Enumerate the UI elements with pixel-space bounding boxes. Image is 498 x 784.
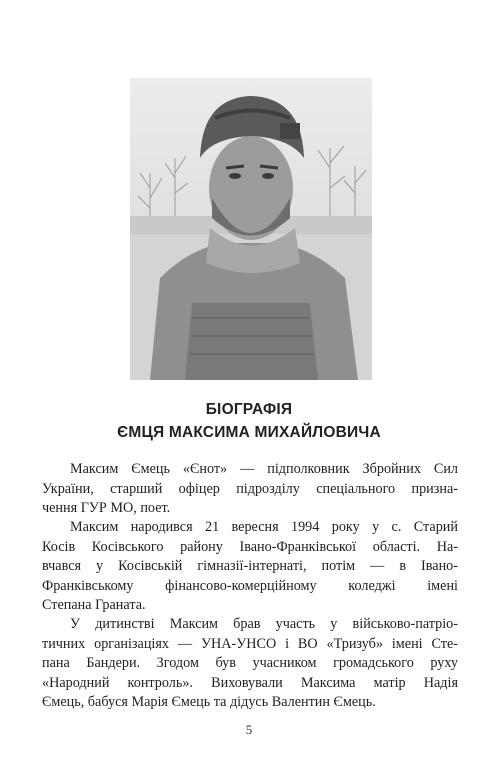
text-line: У дитинстві Максим брав участь у військово-патріо- (70, 616, 458, 632)
biography-subject-name: ЄМЦЯ МАКСИМА МИХАЙЛОВИЧА (117, 424, 381, 441)
text-line: чення ГУР МО, поет. (42, 500, 171, 517)
text-line: Ємець, бабуся Марія Ємець та дідусь Валентин Ємець. (42, 694, 376, 711)
text-line: «Народний контроль». Виховували Максима матір Надія (42, 674, 458, 691)
paragraph-3 (42, 615, 458, 713)
biography-heading: БІОГРАФІЯ (205, 401, 293, 418)
text-line: тичних організаціях — УНА-УНСО і ВО «Тризуб» імені Сте- (42, 635, 458, 652)
text-line: Степана Граната. (42, 597, 146, 614)
paragraph-2 (42, 518, 458, 616)
portrait-photo (130, 78, 372, 380)
text-line: Косів Косівського району Івано-Франківської області. На- (42, 538, 458, 555)
text-line: Максим народився 21 вересня 1994 року у с. Старий (70, 519, 458, 535)
text-line: вчався у Косівській гімназії-інтернаті, потім — в Івано- (42, 558, 458, 575)
page-number: 5 (245, 722, 253, 737)
text-line: України, старший офіцер підрозділу спеціального призна- (42, 480, 458, 497)
text-line: Франківському фінансово-комерційному коледжі імені (42, 577, 458, 594)
text-line: пана Бандери. Згодом був учасником громадського руху (42, 655, 458, 672)
text-line: Максим Ємець «Єнот» — підполковник Збройних Сил (70, 461, 458, 477)
paragraph-1 (42, 460, 458, 519)
portrait-illustration (130, 78, 372, 380)
